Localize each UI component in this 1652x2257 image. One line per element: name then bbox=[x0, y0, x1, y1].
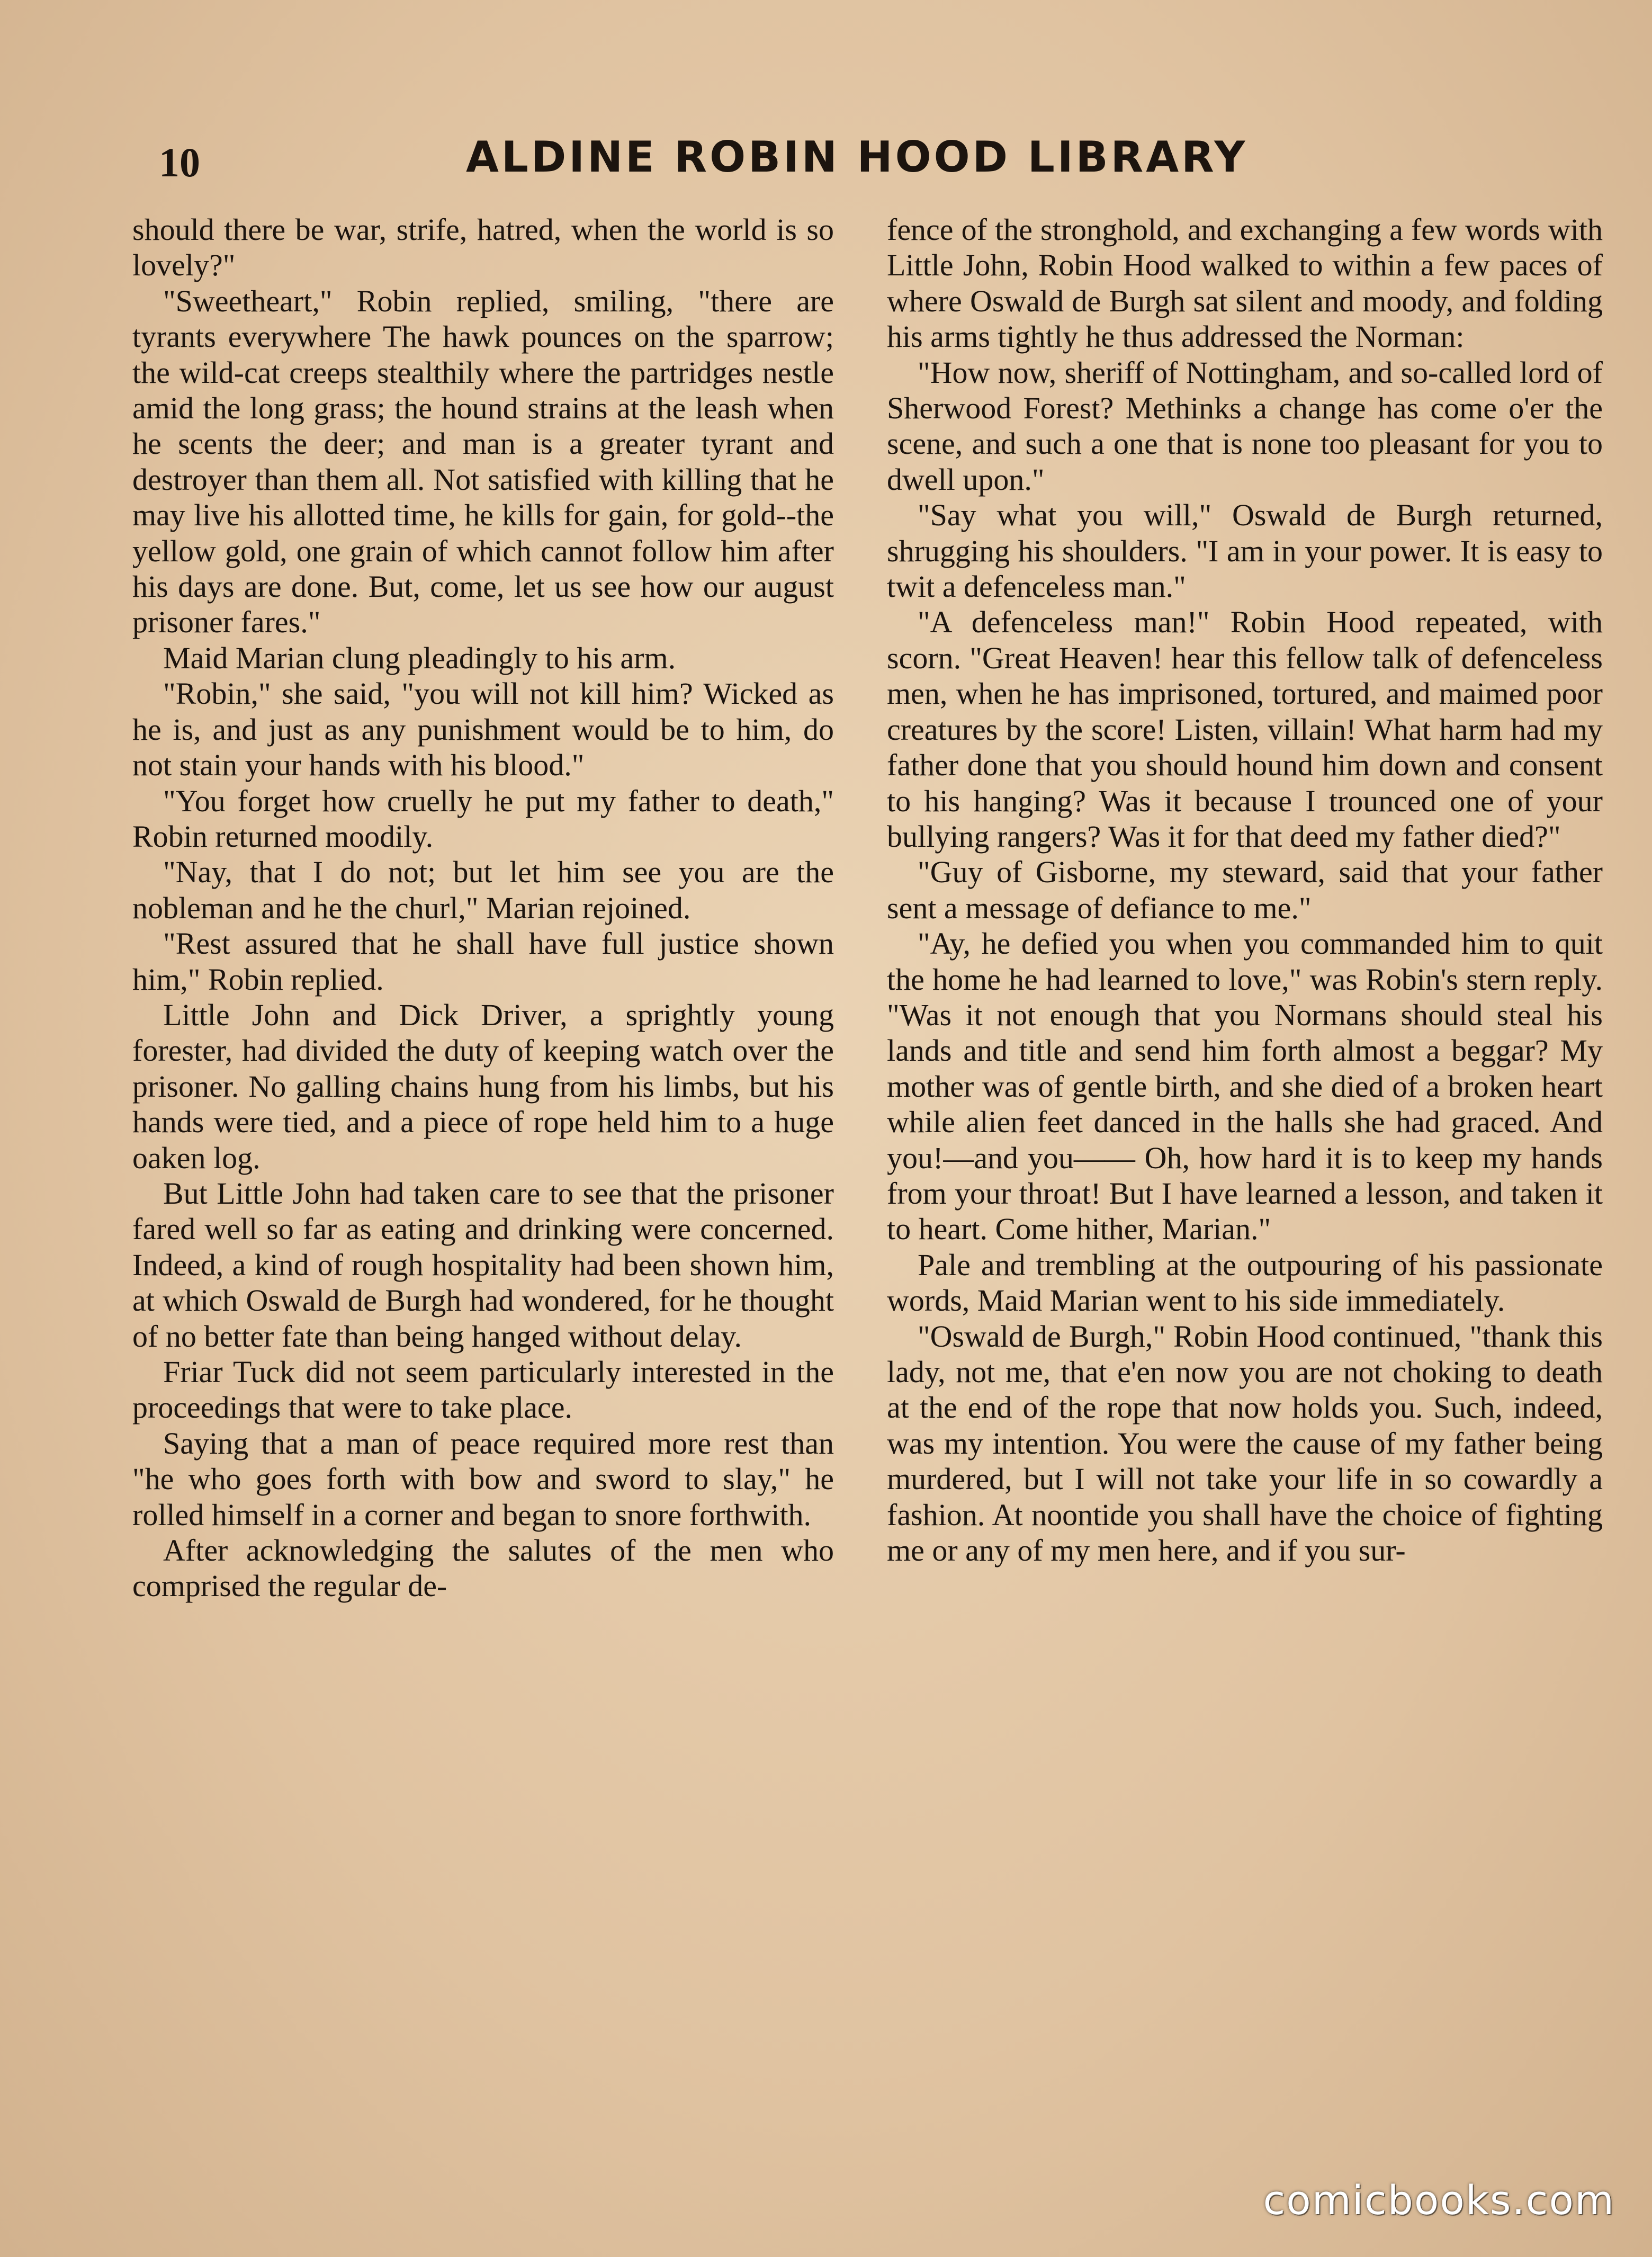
paragraph: "Oswald de Burgh," Robin Hood continued, "thank this lady, not me, that e'en now you are not choking to death at the end of the rope that now holds you. Such, indeed, was my intention. You were the cause of my father being murdered, but I will not take your life in so cowardly a fashion. At noontide you shall have the choice of fighting me or any of my men here, and if you sur- bbox=[887, 1319, 1603, 1568]
paragraph: "You forget how cruelly he put my father to death," Robin returned moodily. bbox=[132, 783, 834, 854]
paragraph: "Rest assured that he shall have full justice shown him," Robin replied. bbox=[132, 926, 834, 997]
paragraph: Friar Tuck did not seem particularly interested in the proceedings that were to take place. bbox=[132, 1355, 834, 1425]
paragraph: "Ay, he defied you when you commanded him to quit the home he had learned to love," was Robin's stern reply. "Was it not enough that you Normans should steal his lands and title and send him forth almost a beggar? My mother was of gentle birth, and she died of a broken heart while alien feet danced in the halls she had graced. And you!—and you—— Oh, how hard it is to keep my hands from your throat! But I have learned a lesson, and taken it to heart. Come hither, Marian." bbox=[887, 926, 1603, 1247]
paragraph: "Sweetheart," Robin replied, smiling, "there are tyrants everywhere The hawk pounces on the sparrow; the wild-cat creeps stealthily where the partridges nestle amid the long grass; the hound strains at the leash when he scents the deer; and man is a greater tyrant and destroyer than them all. Not satisfied with killing that he may live his allotted time, he kills for gain, for gold--the yellow gold, one grain of which cannot follow him after his days are done. But, come, let us see how our august prisoner fares." bbox=[132, 283, 834, 640]
paragraph: should there be war, strife, hatred, when the world is so lovely?" bbox=[132, 212, 834, 283]
paragraph: Little John and Dick Driver, a sprightly young forester, had divided the duty of keeping watch over the prisoner. No galling chains hung from his limbs, but his hands were tied, and a piece of rope held him to a huge oaken log. bbox=[132, 997, 834, 1175]
paragraph: Saying that a man of peace required more rest than "he who goes forth with bow and sword to slay," he rolled himself in a corner and began to snore forthwith. bbox=[132, 1426, 834, 1532]
paragraph: Maid Marian clung pleadingly to his arm. bbox=[163, 640, 676, 675]
paragraph: "Nay, that I do not; but let him see you are the nobleman and he the churl," Marian rejoined. bbox=[132, 855, 834, 925]
watermark: comicbooks.com bbox=[1263, 2177, 1615, 2224]
paragraph: "A defenceless man!" Robin Hood repeated, with scorn. "Great Heaven! hear this fellow talk of defenceless men, when he has imprisoned, tortured, and maimed poor creatures by the score! Listen, villain! What harm had my father done that you should hound him down and consent to his hanging? Was it because I trounced one of your bullying rangers? Was it for that deed my father died?" bbox=[887, 605, 1603, 854]
page-number: 10 bbox=[159, 139, 200, 185]
paragraph: fence of the stronghold, and exchanging a few words with Little John, Robin Hood walked to within a few paces of where Oswald de Burgh sat silent and moody, and folding his arms tightly he thus addressed the Norman: bbox=[887, 212, 1603, 354]
paragraph: After acknowledging the salutes of the men who comprised the regular de- bbox=[132, 1533, 834, 1604]
paragraph: But Little John had taken care to see that the prisoner fared well so far as eating and drinking were concerned. Indeed, a kind of rough hospitality had been shown him, at which Oswald de Burgh had wondered, for he thought of no better fate than being hanged without delay. bbox=[132, 1176, 834, 1354]
right-column bbox=[887, 212, 1603, 2182]
paragraph: "Say what you will," Oswald de Burgh returned, shrugging his shoulders. "I am in your power. It is easy to twit a defenceless man." bbox=[887, 498, 1603, 604]
paragraph: "Guy of Gisborne, my steward, said that your father sent a message of defiance to me." bbox=[887, 855, 1603, 925]
paragraph: "How now, sheriff of Nottingham, and so-called lord of Sherwood Forest? Methinks a change has come o'er the scene, and such a one that is none too pleasant for you to dwell upon." bbox=[887, 355, 1603, 497]
paragraph: "Robin," she said, "you will not kill him? Wicked as he is, and just as any punishment would be to him, do not stain your hands with his blood." bbox=[132, 676, 834, 783]
left-column bbox=[132, 212, 834, 2182]
paragraph: Pale and trembling at the outpouring of his passionate words, Maid Marian went to his side immediately. bbox=[887, 1247, 1603, 1318]
running-title: ALDINE ROBIN HOOD LIBRARY bbox=[466, 132, 1248, 182]
